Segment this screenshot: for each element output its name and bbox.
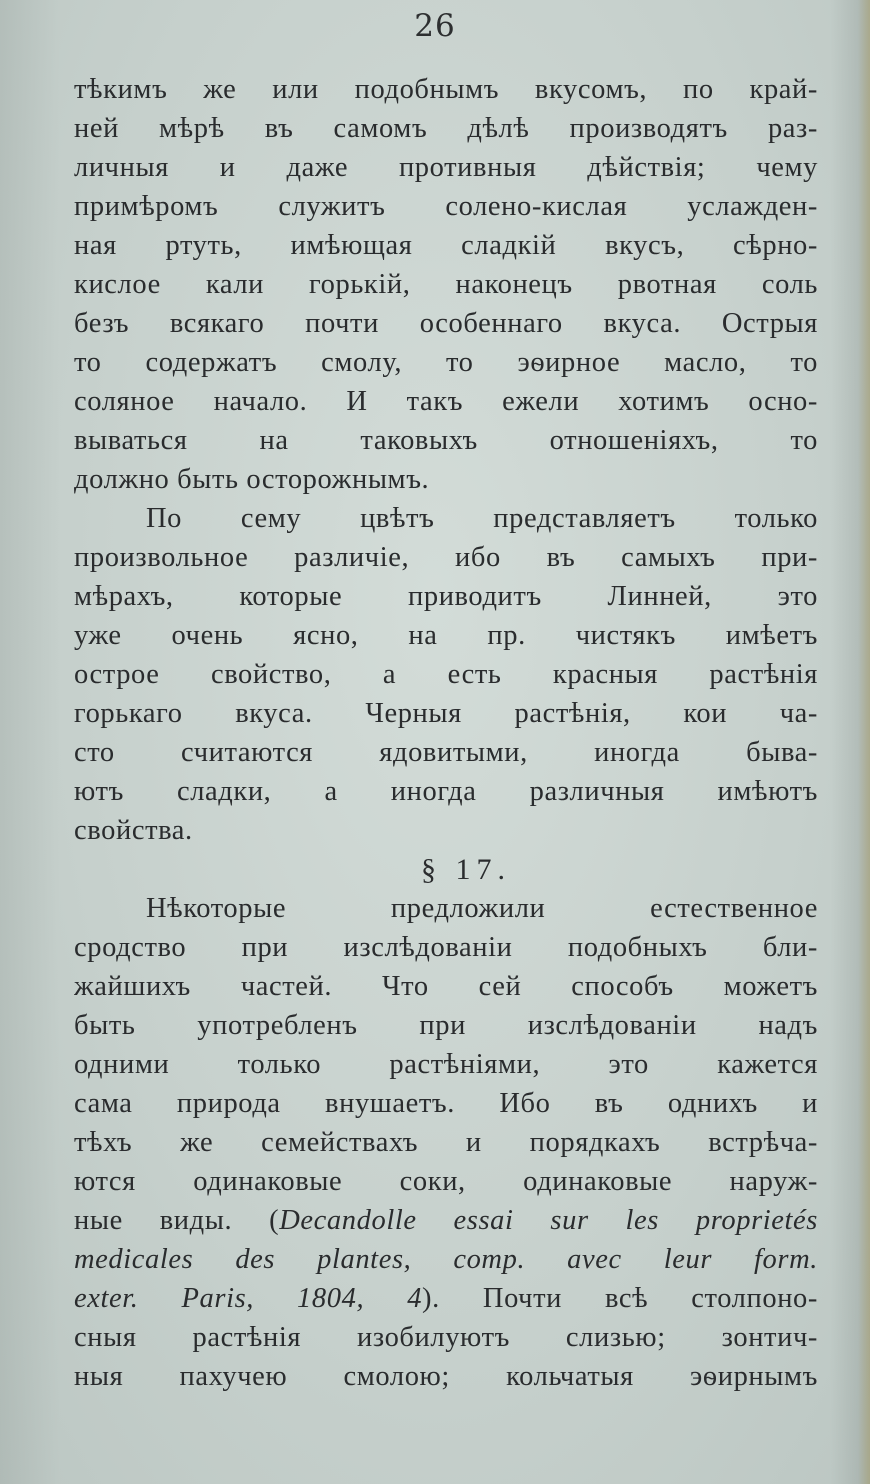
text-line: сама природа внушаетъ. Ибо въ однихъ и — [74, 1088, 818, 1119]
text-line: ныя пахучею смолою; кольчатыя эѳирнымъ — [74, 1361, 818, 1392]
text-line: горькаго вкуса. Черныя растѣнія, кои ча- — [74, 698, 818, 729]
text-line: произвольное различіе, ибо въ самыхъ при- — [74, 542, 818, 573]
body-text — [74, 70, 818, 1396]
text-line: примѣромъ служитъ солено-кислая услажден- — [74, 191, 818, 222]
text-line: то содержатъ смолу, то эѳирное масло, то — [74, 347, 818, 378]
text-line-citation-start — [74, 1201, 818, 1240]
text-line: ная ртуть, имѣющая сладкій вкусъ, сѣрно- — [74, 230, 818, 261]
text-line: личныя и даже противныя дѣйствія; чему — [74, 152, 818, 183]
text-line: сто считаются ядовитыми, иногда быва- — [74, 737, 818, 768]
text-line: острое свойство, а есть красныя растѣнія — [74, 659, 818, 690]
text-line: ней мѣрѣ въ самомъ дѣлѣ производятъ раз- — [74, 113, 818, 144]
text-line: сродство при изслѣдованіи подобныхъ бли- — [74, 932, 818, 963]
text-line: соляное начало. И такъ ежели хотимъ осно- — [74, 386, 818, 417]
page-number: 26 — [414, 8, 456, 44]
text-line: ются одинаковые соки, одинаковые наруж- — [74, 1166, 818, 1197]
text-line: тѣхъ же семействахъ и порядкахъ встрѣча- — [74, 1127, 818, 1158]
text-line: должно быть осторожнымъ. — [74, 464, 430, 495]
text-line: уже очень ясно, на пр. чистякъ имѣетъ — [74, 620, 818, 651]
text-line: одними только растѣніями, это кажется — [74, 1049, 818, 1080]
text-line-citation-end — [74, 1279, 818, 1318]
text-line: тѣкимъ же или подобнымъ вкусомъ, по край- — [74, 74, 818, 105]
text-line: мѣрахъ, которые приводитъ Линней, это — [74, 581, 818, 612]
text-line: жайшихъ частей. Что сей способъ можетъ — [74, 971, 818, 1002]
section-heading: § 17. — [421, 853, 511, 886]
text-line: По сему цвѣтъ представляетъ только — [146, 503, 818, 534]
page-edge-shadow — [858, 0, 870, 1484]
text-line: кислое кали горькій, наконецъ рвотная соль — [74, 269, 818, 300]
text-line: безъ всякаго почти особеннаго вкуса. Острыя — [74, 308, 818, 339]
text-line: свойства. — [74, 815, 193, 846]
text-line: Нѣкоторые предложили естественное — [146, 893, 818, 924]
text-line: сныя растѣнія изобилуютъ слизью; зонтич- — [74, 1322, 818, 1353]
text-line: ютъ сладки, а иногда различныя имѣютъ — [74, 776, 818, 807]
text-line: вываться на таковыхъ отношеніяхъ, то — [74, 425, 818, 456]
citation-text: exter. Paris, 1804, 4 — [74, 1283, 423, 1314]
text-fragment: ные виды. ( — [74, 1205, 280, 1236]
citation-text: Decandolle essai sur les proprietés — [279, 1205, 818, 1236]
text-line: быть употребленъ при изслѣдованіи надъ — [74, 1010, 818, 1041]
text-fragment: ). Почти всѣ столпоно- — [422, 1283, 818, 1314]
citation-text: medicales des plantes, comp. avec leur form. — [74, 1244, 818, 1275]
